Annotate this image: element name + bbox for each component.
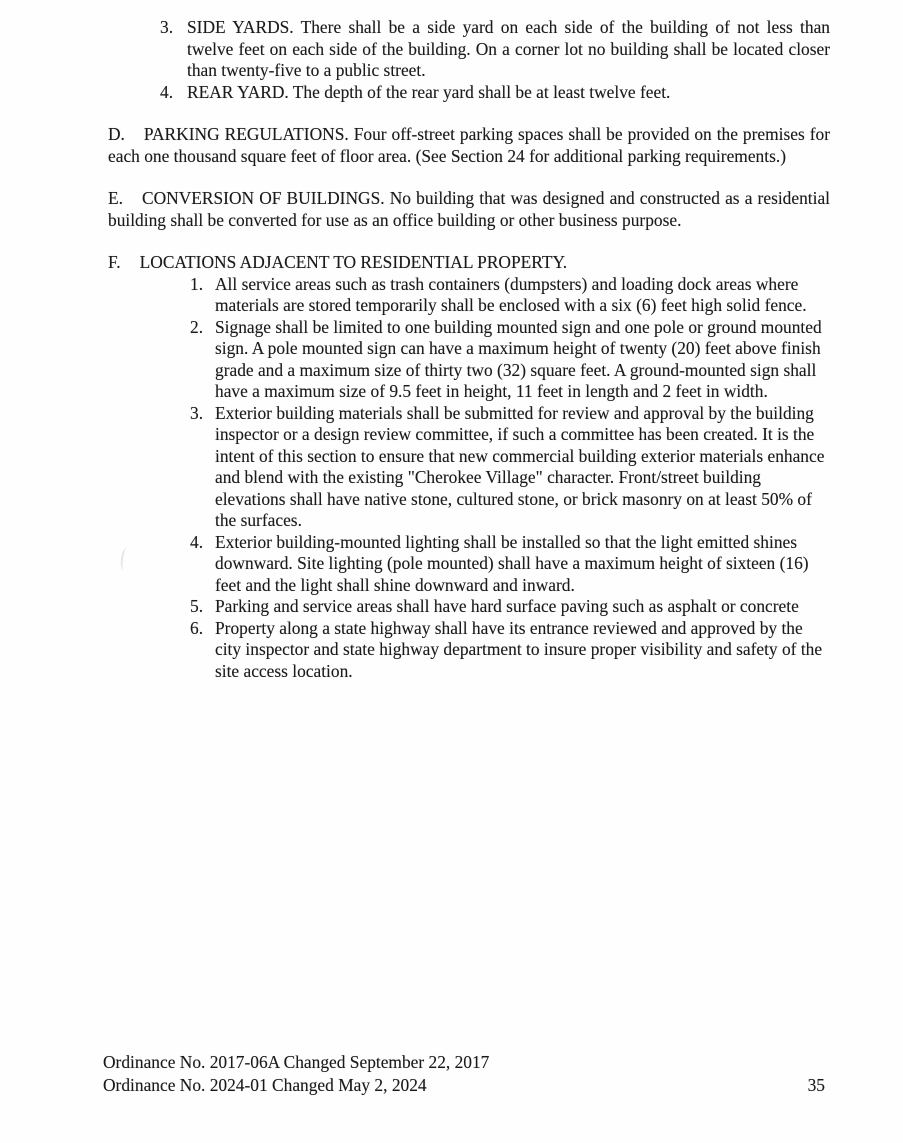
ordinance-note-2017: Ordinance No. 2017-06A Changed September 22, 2017 bbox=[103, 1052, 490, 1072]
section-letter: F. bbox=[108, 252, 121, 272]
f-list-item-1 bbox=[190, 274, 830, 317]
list-item-text: Signage shall be limited to one building mounted sign and one pole or ground mounted sign. A pole mounted sign can have a maximum height of twenty (20) feet above finish grade and a maximum size of thirty two (32) square feet. A ground-mounted sign shall have a maximum size of 9.5 feet in height, 11 feet in length and 2 feet in width. bbox=[215, 316, 822, 401]
list-item-rear-yard bbox=[160, 82, 830, 104]
list-item-number: 3. bbox=[160, 17, 174, 37]
list-item-text: Exterior building materials shall be submitted for review and approval by the building inspector or a design review committee, if such a committee has been created. It is the intent of this section to ensure that new commercial building exterior materials enhance and blend with the existing "Cherokee Village" character. Front/street building elevations shall have native stone, cultured stone, or brick masonry on at least 50% of the surfaces. bbox=[215, 402, 825, 530]
list-item-text: Parking and service areas shall have hard surface paving such as asphalt or concrete bbox=[215, 596, 799, 616]
list-item-text: REAR YARD. The depth of the rear yard shall be at least twelve feet. bbox=[187, 81, 671, 102]
section-heading-text: LOCATIONS ADJACENT TO RESIDENTIAL PROPERTY. bbox=[139, 252, 568, 272]
f-list-item-5 bbox=[190, 596, 830, 618]
f-list-item-2 bbox=[190, 317, 830, 403]
page-number: 35 bbox=[807, 1075, 825, 1095]
section-f-locations-adjacent bbox=[108, 252, 830, 274]
section-text: CONVERSION OF BUILDINGS. No building that was designed and constructed as a residential building shall be converted for use as an office building or other business purpose. bbox=[108, 188, 830, 230]
section-d-parking-regulations bbox=[108, 124, 830, 167]
top-numbered-list bbox=[160, 17, 830, 103]
list-item-text: SIDE YARDS. There shall be a side yard on each side of the building of not less than twelve feet on each side of the building. On a corner lot no building shall be located closer than twenty-five to a public street. bbox=[187, 17, 830, 80]
list-item-number: 3. bbox=[190, 402, 204, 423]
list-item-number: 2. bbox=[190, 316, 204, 337]
f-list-item-6 bbox=[190, 618, 830, 683]
list-item-text: Property along a state highway shall have its entrance reviewed and approved by the city inspector and state highway department to insure proper visibility and safety of the site access location. bbox=[215, 617, 823, 681]
page-footer bbox=[103, 1051, 825, 1097]
list-item-text: All service areas such as trash containers (dumpsters) and loading dock areas where materials are stored temporarily shall be enclosed with a six (6) feet high solid fence. bbox=[215, 273, 807, 315]
list-item-number: 4. bbox=[160, 81, 174, 102]
section-text: PARKING REGULATIONS. Four off-street parking spaces shall be provided on the premises for each one thousand square feet of floor area. (See Section 24 for additional parking requirements.) bbox=[108, 124, 830, 166]
list-item-text: Exterior building-mounted lighting shall be installed so that the light emitted shines downward. Site lighting (pole mounted) shall have a maximum height of sixteen (16) feet and the light shall shine downward and inward. bbox=[215, 531, 809, 595]
section-e-conversion-of-buildings bbox=[108, 188, 830, 231]
f-list-item-3 bbox=[190, 403, 830, 532]
list-item-number: 5. bbox=[190, 596, 204, 616]
list-item-side-yards bbox=[160, 17, 830, 82]
section-letter: D. bbox=[108, 124, 125, 144]
list-item-number: 4. bbox=[190, 531, 204, 552]
list-item-number: 6. bbox=[190, 617, 204, 638]
section-f-numbered-list bbox=[190, 274, 830, 683]
f-list-item-4 bbox=[190, 532, 830, 597]
ordinance-note-2024: Ordinance No. 2024-01 Changed May 2, 2024 bbox=[103, 1075, 427, 1095]
document-content bbox=[108, 17, 830, 682]
list-item-number: 1. bbox=[190, 273, 204, 294]
section-letter: E. bbox=[108, 188, 123, 208]
